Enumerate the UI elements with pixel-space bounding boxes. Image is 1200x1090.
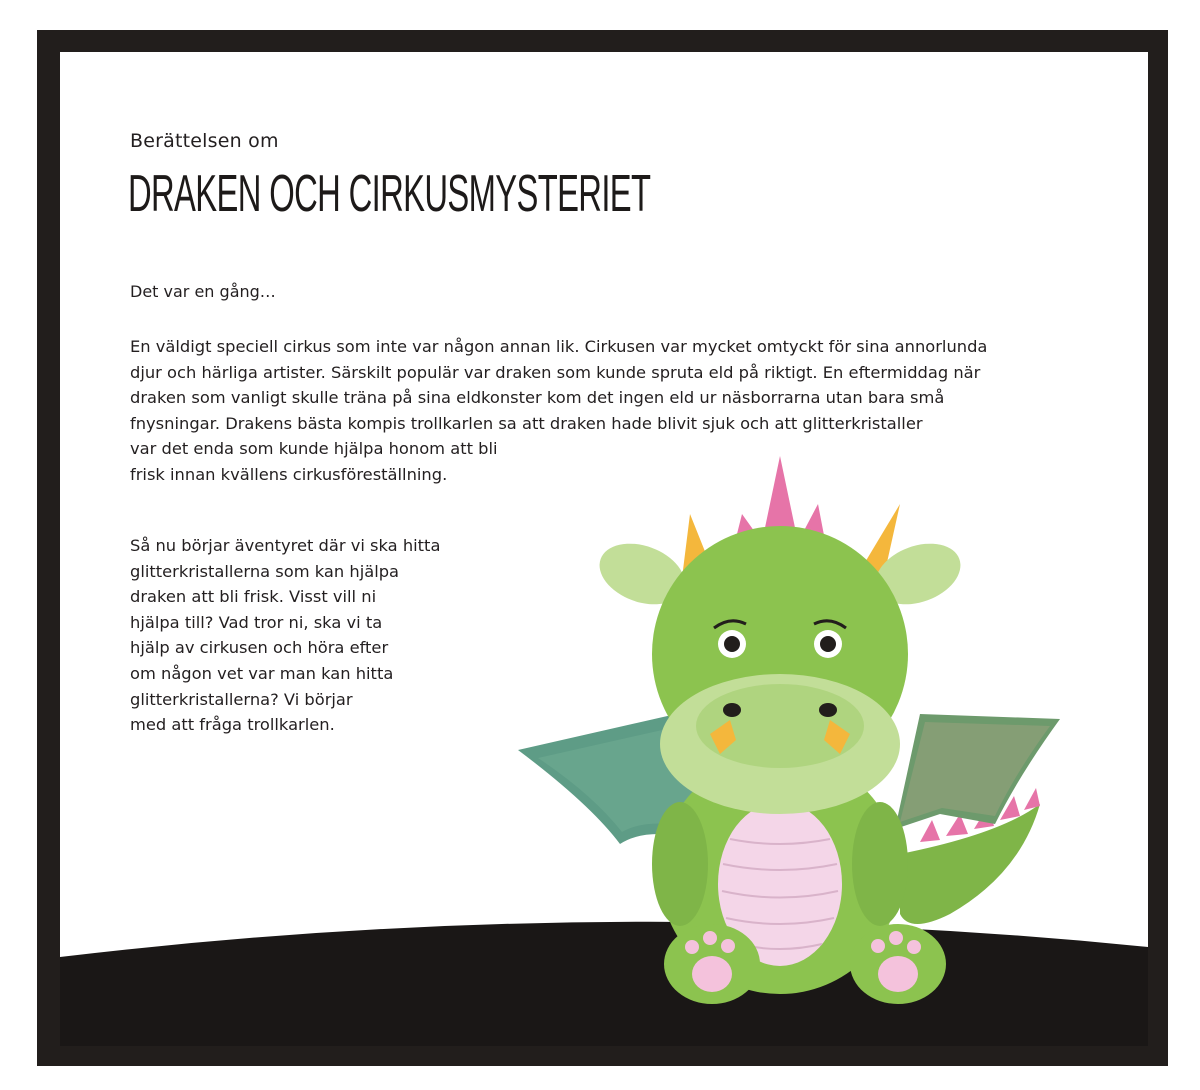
paragraph-line: draken som vanligt skulle träna på sina eldkonster kom det ingen eld ur näsborrarna utan bara små [130, 388, 945, 408]
paragraph-line: Så nu börjar äventyret där vi ska hitta [130, 536, 441, 555]
dragon-illustration [480, 444, 1060, 1004]
page-frame [37, 30, 1168, 1066]
paragraph-line: frisk innan kvällens cirkusföreställning. [130, 464, 448, 484]
paragraph-line: med att fråga trollkarlen. [130, 715, 335, 735]
paragraph-line: glitterkristallerna som kan hjälpa [130, 561, 400, 581]
paragraph-line: draken att bli frisk. Visst vill ni [130, 587, 377, 607]
left-arm [652, 802, 708, 926]
page-panel [60, 52, 1148, 1046]
story-title: DRAKEN OCH CIRKUSMYSTERIET [128, 165, 651, 223]
paragraph-line: om någon vet var man kan hitta [130, 663, 394, 683]
story-paragraph-2 [130, 533, 440, 738]
dragon-tail [900, 804, 1040, 924]
paragraph-line: djur och härliga artister. Särskilt populär var draken som kunde spruta eld på riktigt. En eftermiddag när [130, 362, 981, 382]
paragraph-line: glitterkristallerna? Vi börjar [130, 689, 353, 709]
story-subtitle: Berättelsen om [130, 130, 279, 152]
paragraph-line: hjälpa till? Vad tror ni, ska vi ta [130, 612, 383, 632]
story-intro: Det var en gång… [130, 282, 276, 301]
paragraph-line: var det enda som kunde hjälpa honom att bli [130, 439, 498, 459]
paragraph-line: fnysningar. Drakens bästa kompis trollkarlen sa att draken hade blivit sjuk och att glitterkristaller [130, 413, 923, 433]
paragraph-line: En väldigt speciell cirkus som inte var någon annan lik. Cirkusen var mycket omtyckt för sina annorlunda [130, 337, 988, 356]
right-arm [852, 802, 908, 926]
paragraph-line: hjälp av cirkusen och höra efter [130, 638, 389, 658]
